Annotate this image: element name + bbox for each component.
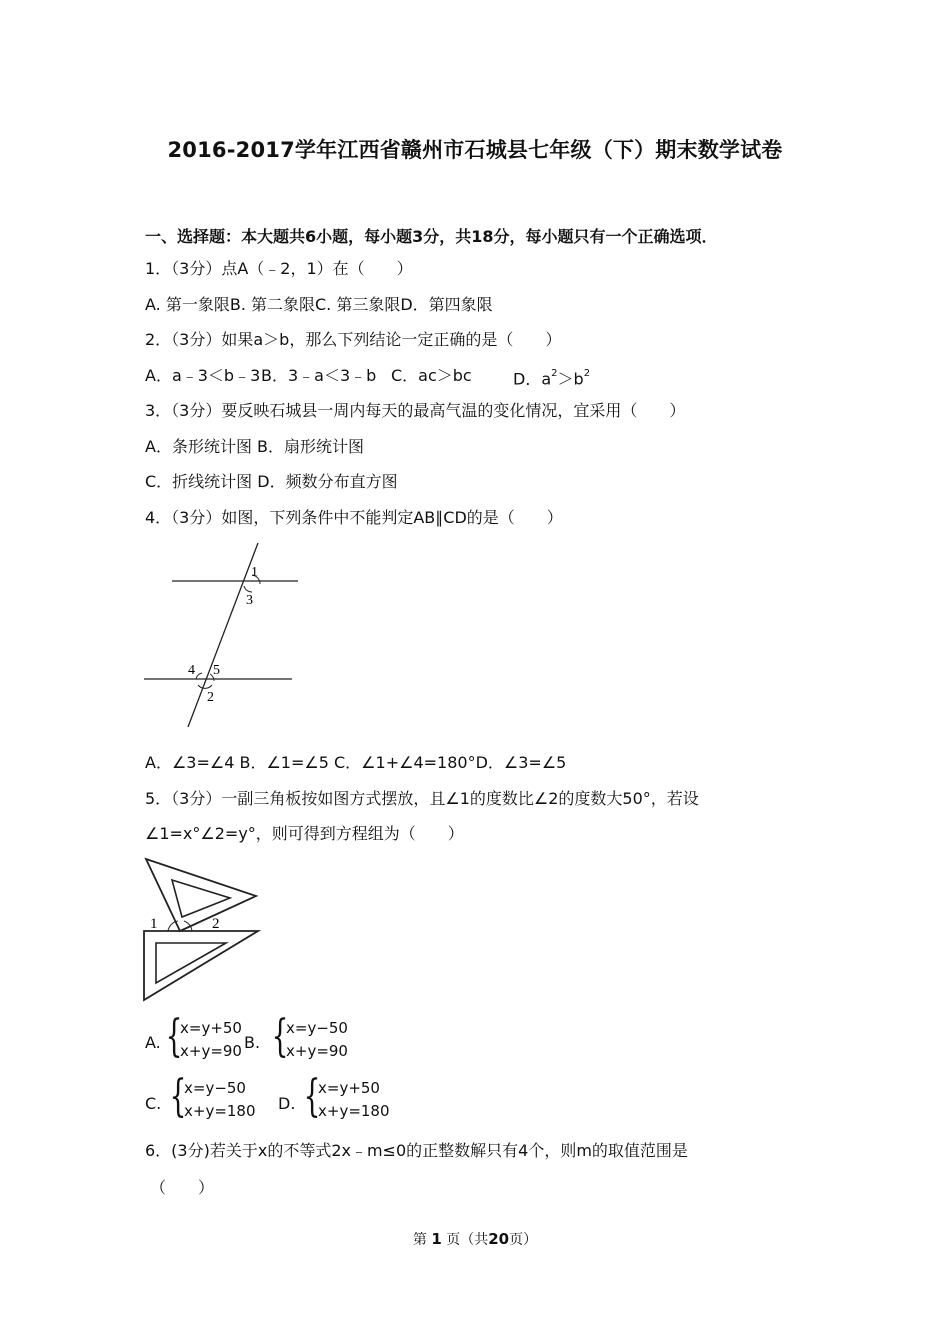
q5-option-c-eq1: x=y−50 [184, 1079, 246, 1097]
lower-set-square [144, 931, 258, 1000]
q5-option-a-eq2: x+y=90 [180, 1042, 242, 1060]
transversal-line [188, 543, 258, 727]
q6-stem-line2: （ ） [150, 1178, 215, 1197]
q4-options: A．∠3=∠4 B．∠1=∠5 C．∠1+∠4=180°D．∠3=∠5 [145, 753, 567, 772]
footer-suffix: 页） [509, 1232, 538, 1248]
q2-option-c: C．ac＞bc [391, 366, 472, 385]
q5-option-a-brace: { [165, 1011, 183, 1062]
q3-stem: 3．（3分）要反映石城县一周内每天的最高气温的变化情况，宜采用（ ） [145, 401, 686, 420]
angle-label-5: 5 [213, 663, 220, 678]
q2-exponent-b: 2 [583, 368, 591, 379]
q2-option-d-base-b: ＞b [557, 369, 584, 389]
upper-set-square [146, 859, 256, 931]
q2-option-a: A．a﹣3＜b﹣3 [145, 366, 261, 385]
q5-option-c-brace: { [169, 1071, 187, 1122]
q5-option-a-system [180, 1017, 242, 1063]
lower-set-square-inner [156, 943, 226, 983]
angle-4-arc [196, 673, 202, 679]
angle-label-3: 3 [246, 593, 253, 608]
q5-option-c-eq2: x+y=180 [184, 1102, 256, 1120]
q1-options: A. 第一象限B. 第二象限C. 第三象限D．第四象限 [145, 295, 493, 314]
footer-prefix: 第 [412, 1232, 427, 1248]
q3-options-row1: A．条形统计图 B．扇形统计图 [145, 437, 365, 456]
q4-parallel-lines-figure [140, 540, 305, 732]
q4-stem: 4．（3分）如图，下列条件中不能判定AB∥CD的是（ ） [145, 508, 563, 527]
section-heading: 一、选择题：本大题共6小题，每小题3分，共18分，每小题只有一个正确选项． [145, 227, 718, 246]
q5-option-b-eq2: x+y=90 [286, 1042, 348, 1060]
q1-stem: 1．（3分）点A（﹣2，1）在（ ） [145, 259, 413, 278]
angle-label-4: 4 [188, 663, 195, 678]
q5-option-c-label: C. [145, 1094, 162, 1113]
q5-option-b-brace: { [271, 1011, 289, 1062]
q5-option-d-label: D. [278, 1094, 296, 1113]
footer-page-number: 1 [431, 1230, 442, 1248]
q2-option-b: B．3﹣a＜3﹣b [261, 366, 377, 385]
q5-set-squares-figure [140, 855, 265, 1005]
q5-option-d-brace: { [303, 1071, 321, 1122]
q5-option-a-label: A. [145, 1033, 161, 1052]
angle-label-1: 1 [251, 565, 258, 580]
q2-stem: 2．（3分）如果a＞b，那么下列结论一定正确的是（ ） [145, 330, 562, 349]
q5-option-a-eq1: x=y+50 [180, 1019, 242, 1037]
q5-option-d-eq2: x+y=180 [318, 1102, 390, 1120]
angle-3-arc [244, 586, 252, 592]
q5-option-b-system [286, 1017, 348, 1063]
q2-option-d-base-a: D．a [513, 369, 552, 389]
footer-middle: 页（共 [446, 1232, 489, 1248]
q5-option-c-system [184, 1077, 256, 1123]
q5-option-d-eq1: x=y+50 [318, 1079, 380, 1097]
footer-total-pages: 20 [488, 1230, 510, 1248]
angle-label-2: 2 [212, 916, 220, 932]
page-title: 2016-2017学年江西省赣州市石城县七年级（下）期末数学试卷 [167, 138, 783, 162]
angle-label-2: 2 [207, 690, 214, 705]
q5-option-b-label: B. [244, 1033, 261, 1052]
q5-stem-line2: ∠1=x°∠2=y°，则可得到方程组为（ ） [145, 824, 464, 843]
page-footer [0, 1229, 950, 1249]
q6-stem-line1: 6．(3分)若关于x的不等式2x﹣m≤0的正整数解只有4个，则m的取值范围是 [145, 1141, 688, 1160]
angle-label-1: 1 [150, 916, 158, 932]
q2-exponent-a: 2 [551, 368, 558, 379]
q3-options-row2: C．折线统计图 D．频数分布直方图 [145, 472, 398, 491]
q5-option-d-system [318, 1077, 390, 1123]
q5-stem-line1: 5．（3分）一副三角板按如图方式摆放，且∠1的度数比∠2的度数大50°，若设 [145, 789, 699, 808]
q2-option-d [513, 366, 590, 389]
angle-2-arc [198, 685, 212, 688]
q5-option-b-eq1: x=y−50 [286, 1019, 348, 1037]
